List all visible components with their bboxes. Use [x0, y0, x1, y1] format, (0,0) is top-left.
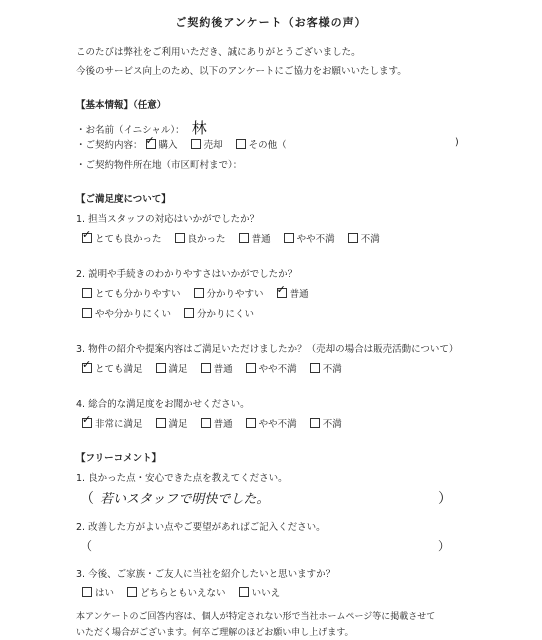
- checkbox-checked[interactable]: [146, 139, 156, 149]
- contract-content-label: ・ご契約内容：: [76, 140, 143, 151]
- question-3: 3. 物件の紹介や提案内容はご満足いただけましたか？（売却の場合は販売活動について）: [76, 344, 459, 355]
- checkbox[interactable]: [127, 587, 137, 597]
- q3-option-dissatisfied[interactable]: 不満: [310, 361, 342, 375]
- q3-option-satisfied[interactable]: 満足: [156, 361, 188, 375]
- q4-option-slightly-dissatisfied[interactable]: やや不満: [246, 416, 297, 430]
- question-2-options-row-2: [82, 306, 264, 320]
- q2-option-normal[interactable]: ✓ 普通: [277, 286, 309, 300]
- answer-1-open-paren: （: [80, 491, 94, 507]
- question-2-options-row-1: [82, 286, 319, 300]
- q1-option-dissatisfied[interactable]: 不満: [348, 231, 380, 245]
- checkbox[interactable]: [194, 288, 204, 298]
- footer-line-1: 本アンケートのご回答内容は、個人が特定されない形で当社ホームページ等に掲載させて: [76, 612, 436, 622]
- answer-1-close-paren: ）: [438, 491, 452, 507]
- q1-option-normal[interactable]: 普通: [239, 231, 271, 245]
- checkbox[interactable]: [156, 363, 166, 373]
- property-location-label: ・ご契約物件所在地（市区町村まで）：: [76, 160, 243, 171]
- checkbox[interactable]: [246, 418, 256, 428]
- q1-option-slightly-dissatisfied[interactable]: やや不満: [284, 231, 335, 245]
- satisfaction-heading: 【ご満足度について】: [76, 194, 171, 205]
- answer-2-close-paren: ）: [438, 539, 451, 553]
- q2-option-clear[interactable]: 分かりやすい: [194, 286, 264, 300]
- q2-option-very-clear[interactable]: とても分かりやすい: [82, 286, 181, 300]
- q4-option-dissatisfied[interactable]: 不満: [310, 416, 342, 430]
- page-title: ご契約後アンケート（お客様の声）: [175, 16, 367, 29]
- q2-option-unclear[interactable]: 分かりにくい: [184, 306, 254, 320]
- checkbox[interactable]: [82, 288, 92, 298]
- checkbox[interactable]: [156, 418, 166, 428]
- footer-line-2: いただく場合がございます。何卒ご理解のほどお願い申し上げます。: [76, 628, 354, 638]
- recommend-option-no[interactable]: いいえ: [239, 585, 281, 599]
- intro-line-2: 今後のサービス向上のため、以下のアンケートにご協力をお願いいたします。: [76, 66, 407, 77]
- free-question-2: 2. 改善した方がよい点やご要望があればご記入ください。: [76, 522, 326, 533]
- q4-option-satisfied[interactable]: 満足: [156, 416, 188, 430]
- question-3-options: [82, 361, 352, 375]
- name-value[interactable]: 林: [191, 119, 207, 137]
- checkbox-checked[interactable]: [277, 288, 287, 298]
- checkbox[interactable]: [191, 139, 201, 149]
- name-label: ・お名前（イニシャル）：: [76, 125, 185, 136]
- q3-option-slightly-dissatisfied[interactable]: やや不満: [246, 361, 297, 375]
- checkbox[interactable]: [348, 233, 358, 243]
- q3-option-normal[interactable]: 普通: [201, 361, 233, 375]
- checkbox[interactable]: [246, 363, 256, 373]
- checkbox[interactable]: [82, 308, 92, 318]
- checkbox[interactable]: [82, 587, 92, 597]
- checkbox[interactable]: [201, 363, 211, 373]
- question-1: 1. 担当スタッフの対応はいかがでしたか？: [76, 214, 260, 225]
- basic-info-heading: 【基本情報】（任意）: [76, 100, 167, 111]
- question-recommend-options: [82, 585, 290, 599]
- question-4: 4. 総合的な満足度をお聞かせください。: [76, 399, 250, 410]
- free-question-3: 3. 今後、ご家族・ご友人に当社を紹介したいと思いますか？: [76, 569, 336, 580]
- checkbox[interactable]: [310, 363, 320, 373]
- option-purchase[interactable]: ✓ 購入: [146, 137, 178, 151]
- q4-option-normal[interactable]: 普通: [201, 416, 233, 430]
- answer-2-open-paren: （: [80, 539, 93, 553]
- q4-option-very-satisfied[interactable]: ✓非常に満足: [82, 416, 143, 430]
- checkbox[interactable]: [310, 418, 320, 428]
- answer-1-text[interactable]: 若いスタッフで明快でした。: [100, 492, 270, 507]
- checkbox[interactable]: [201, 418, 211, 428]
- free-question-1: 1. 良かった点・安心できた点を教えてください。: [76, 473, 288, 484]
- checkbox[interactable]: [184, 308, 194, 318]
- checkbox[interactable]: [175, 233, 185, 243]
- q2-option-slightly-unclear[interactable]: やや分かりにくい: [82, 306, 171, 320]
- checkbox[interactable]: [239, 233, 249, 243]
- recommend-option-yes[interactable]: はい: [82, 585, 114, 599]
- recommend-option-neutral[interactable]: どちらともいえない: [127, 585, 226, 599]
- option-sale[interactable]: 売却: [191, 137, 223, 151]
- checkbox[interactable]: [239, 587, 249, 597]
- question-2: 2. 説明や手続きのわかりやすさはいかがでしたか？: [76, 269, 298, 280]
- q3-option-very-satisfied[interactable]: ✓とても満足: [82, 361, 143, 375]
- question-1-options: [82, 231, 390, 245]
- checkbox[interactable]: [236, 139, 246, 149]
- intro-line-1: このたびは弊社をご利用いただき、誠にありがとうございました。: [76, 47, 361, 58]
- checkbox-checked[interactable]: [82, 363, 92, 373]
- option-other[interactable]: その他（: [236, 137, 287, 151]
- checkbox-checked[interactable]: [82, 418, 92, 428]
- checkbox[interactable]: [284, 233, 294, 243]
- other-close-paren: ): [455, 137, 459, 148]
- checkbox-checked[interactable]: [82, 233, 92, 243]
- contract-content-row: [76, 137, 297, 151]
- question-4-options: [82, 416, 352, 430]
- q1-option-very-good[interactable]: ✓とても良かった: [82, 231, 162, 245]
- free-comment-heading: 【フリーコメント】: [76, 453, 162, 464]
- name-row: [76, 117, 207, 138]
- q1-option-good[interactable]: 良かった: [175, 231, 226, 245]
